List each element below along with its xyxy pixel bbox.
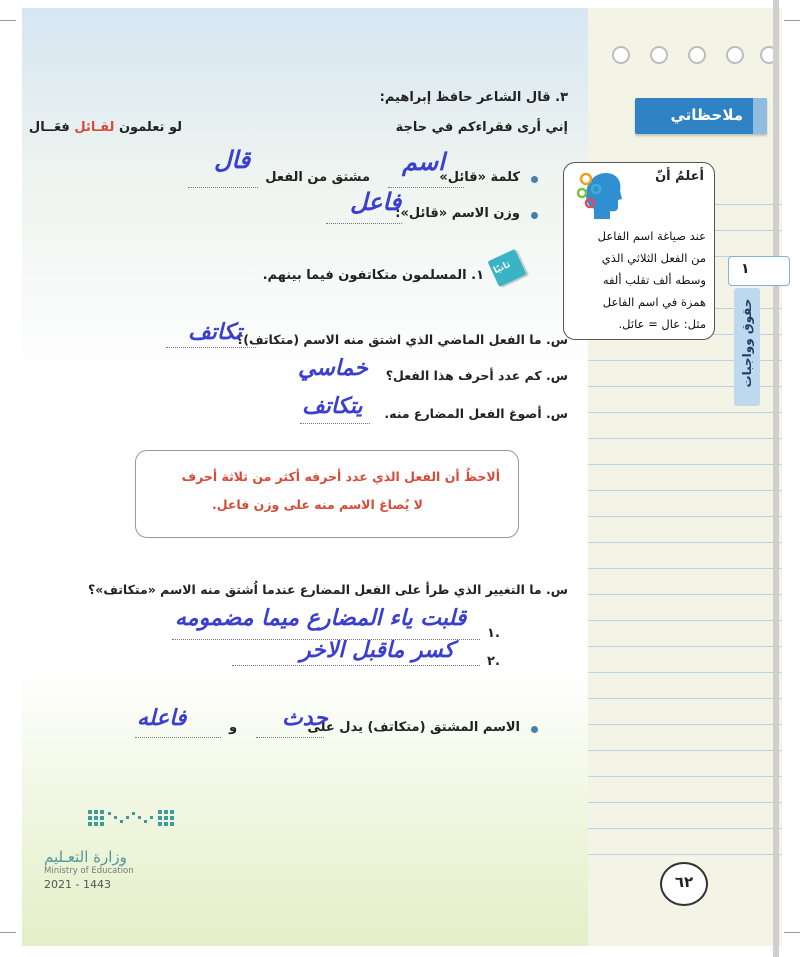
question-letter-count: س. كم عدد أحرف هذا الفعل؟ [385,368,568,383]
bullet [531,726,538,733]
answer-verb-past: تكاتف [188,320,242,345]
ministry-year: 2021 - 1443 [44,878,111,891]
info-box [563,162,715,340]
binder-ring [650,46,668,64]
last-answer-2: فاعله [137,706,187,731]
info-line: من الفعل الثلاثي الذي [601,251,706,265]
info-line: عند صياغة اسم الفاعل [597,229,706,243]
last-conj: و [229,720,238,735]
question-present-verb: س. أصوغ الفعل المضارع منه. [384,406,568,421]
q1-label: كلمة «قائل» [439,170,520,185]
answer-line [188,186,258,188]
notice-line-2: لا يُصاغ الاسم منه على وزن فاعل. [211,497,423,512]
change-answer-2: كسر ماقبل الاخر [300,638,455,663]
poem-intro: ٣. قال الشاعر حافظ إبراهيم: [379,90,568,105]
answer-line [135,736,221,738]
bullet [531,176,538,183]
binder-ring [612,46,630,64]
last-answer-1: حدث [282,706,328,731]
page-number: ٦٢ [660,862,708,906]
notice-line-1: ألاحظُ أن الفعل الذي عدد أحرفه أكثر من ثلاثة أحرف [181,469,500,484]
binder-ring [726,46,744,64]
q2-label: وزن الاسم «قائل»: [395,206,520,221]
answer-letter-count: خماسي [298,356,368,381]
answer-line [300,422,370,424]
ministry-logo-icon [86,806,178,834]
ministry-arabic: وزارة التعـليم [44,848,127,866]
info-body [568,225,706,335]
unit-title-tab [734,288,760,406]
answer-line [326,222,402,224]
section2-sentence: ١. المسلمون متكاتفون فيما بينهم. [262,268,484,283]
page-spine [773,0,779,957]
notes-panel [588,8,782,946]
item-number: ٢. [487,654,500,669]
binder-ring [688,46,706,64]
crop-mark [0,20,16,21]
crop-mark [0,932,16,933]
change-answer-1: قلبت ياء المضارع ميما مضمومه [175,606,467,631]
info-line: همزة في اسم الفاعل [602,295,706,309]
change-question: س. ما التغيير الذي طرأ على الفعل المضارع عندما اُشتق منه الاسم «متكاتف»؟ [88,582,568,597]
section-badge: ثانيًا [487,249,526,287]
notes-header-tab [635,98,767,134]
answer-line [166,346,256,348]
ministry-english: Ministry of Education [44,866,134,876]
unit-number-box: ١ [728,256,790,286]
answer-line [256,736,324,738]
answer-present-verb: يتكاتف [302,394,363,419]
poem-left-half: لو تعلمون لقـائل فعَــال [28,120,182,135]
notes-title: ملاحظاتي [670,106,743,124]
unit-title: حقوق وواجبات [740,298,754,388]
bullet [531,212,538,219]
q2-answer: فاعل [350,188,402,216]
head-gears-icon [576,169,622,221]
poem-right-half: إني أرى فقراءكم في حاجة [395,120,568,135]
ministry-branding [44,838,184,898]
notice-box [135,450,519,538]
item-number: ١. [487,626,500,641]
crop-mark [784,20,800,21]
answer-line [232,664,480,666]
q1-answer-type: اسم [402,148,445,176]
crop-mark [784,932,800,933]
question-verb-past: س. ما الفعل الماضي الذي اشتق منه الاسم (متكاتف)؟ [236,332,568,347]
last-label: الاسم المشتق (متكاتف) يدل على [307,720,520,735]
info-line: مثل: عال = عائل. [618,317,706,331]
q1-answer-verb: قال [214,146,251,174]
info-line: وسطه ألف تقلب ألفه [602,273,706,287]
q1-middle: مشتق من الفعل [265,170,370,185]
info-title: أعلمُ أنّ [655,169,704,184]
